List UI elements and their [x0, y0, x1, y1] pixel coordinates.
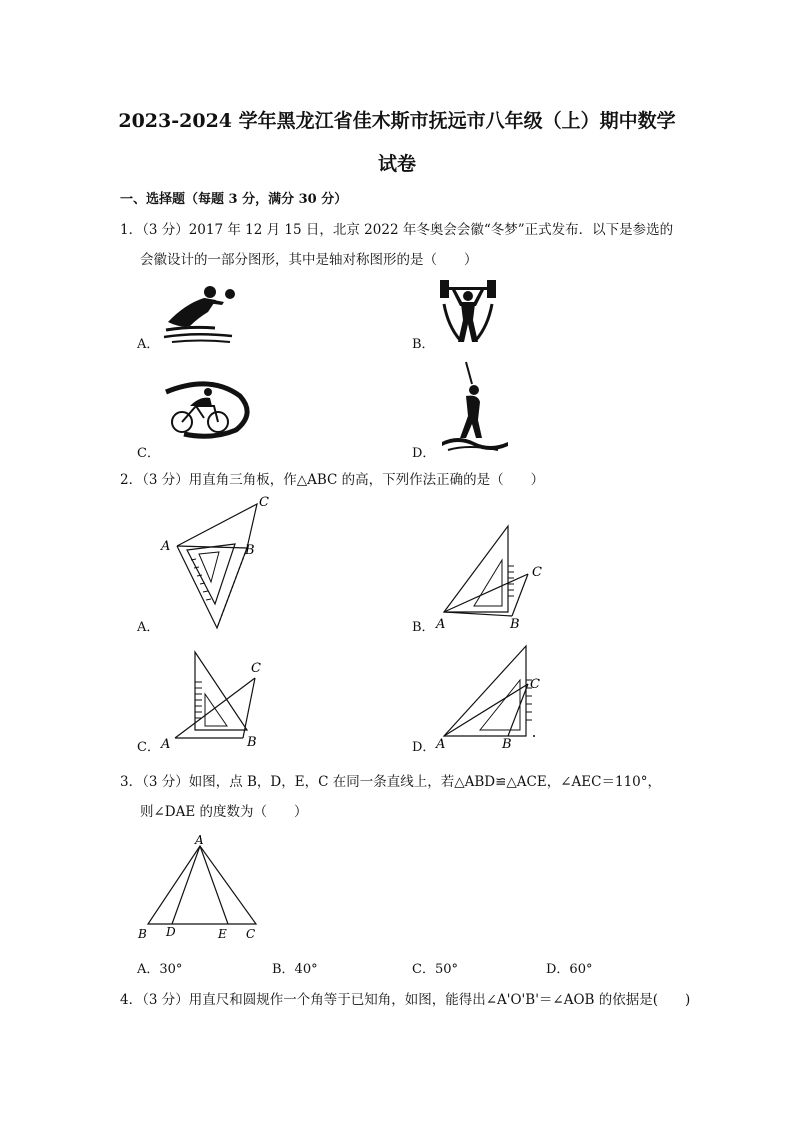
q2d-point-b-label: B	[502, 737, 512, 752]
section-heading: 一、选择题（每题 3 分，满分 30 分）	[120, 192, 348, 207]
q1-golfer-emblem-icon	[438, 360, 510, 452]
q3-point-a-label: A	[195, 833, 204, 847]
q2d-point-a-label: A	[436, 737, 446, 752]
q1-text-line1: 1．（3 分）2017 年 12 月 15 日，北京 2022 年冬奥会会徽“冬梦”正式发布．以下是参选的	[120, 222, 674, 238]
q3-point-c-label: C	[246, 927, 256, 941]
q2a-point-b-label: B	[245, 543, 255, 558]
q1-volleyball-emblem-icon	[160, 282, 240, 344]
q4-text-line1: 4．（3 分）用直尺和圆规作一个角等于已知角，如图，能得出∠A'O'B'＝∠AOB 的依据是( )	[120, 992, 691, 1008]
q3-point-d-label: D	[166, 925, 176, 939]
doc-title-line2: 试卷	[377, 153, 416, 175]
q3-figure	[132, 832, 268, 944]
q2-option-c-label: C．	[137, 740, 160, 755]
q3-text-line2: 则∠DAE 的度数为（ ）	[140, 804, 308, 820]
q2b-point-a-label: A	[436, 617, 446, 632]
q2d-point-c-label: C	[530, 677, 540, 692]
q1-option-b-label: B．	[412, 337, 435, 352]
q1-option-d-label: D．	[412, 446, 436, 461]
q3-point-e-label: E	[218, 927, 227, 941]
q3-point-b-label: B	[138, 927, 147, 941]
q1-weightlifter-emblem-icon	[438, 276, 498, 346]
q3-option-a: A．30°	[137, 962, 183, 977]
q3-text-line1: 3．（3 分）如图，点 B，D，E，C 在同一条直线上，若△ABD≌△ACE，∠AEC＝110°，	[120, 774, 661, 790]
q2c-point-b-label: B	[247, 735, 257, 750]
q2-figure-b	[430, 520, 550, 632]
q2-option-a-label: A．	[137, 620, 160, 635]
doc-title-line1: 2023-2024 学年黑龙江省佳木斯市抚远市八年级（上）期中数学	[118, 110, 676, 132]
q1-option-a-label: A．	[137, 337, 160, 352]
q2-figure-d	[430, 640, 550, 752]
q2a-point-c-label: C	[259, 495, 269, 510]
q2-option-d-label: D．	[412, 740, 436, 755]
q2b-point-c-label: C	[532, 565, 542, 580]
q2a-point-a-label: A	[161, 539, 171, 554]
q3-option-b: B．40°	[272, 962, 318, 977]
q2-figure-a	[155, 490, 285, 632]
q1-text-line2: 会徽设计的一部分图形，其中是轴对称图形的是（ ）	[140, 252, 478, 268]
q1-cyclist-emblem-icon	[160, 378, 252, 440]
q1-option-c-label: C．	[137, 446, 160, 461]
q3-option-d: D．60°	[546, 962, 593, 977]
q2c-point-a-label: A	[161, 737, 171, 752]
q2b-point-b-label: B	[510, 617, 520, 632]
q2-option-b-label: B．	[412, 620, 435, 635]
q2-text-line1: 2．（3 分）用直角三角板，作△ABC 的高，下列作法正确的是（ ）	[120, 472, 545, 488]
q2c-point-c-label: C	[251, 661, 261, 676]
q3-option-c: C．50°	[412, 962, 458, 977]
q2-figure-c	[155, 648, 285, 752]
